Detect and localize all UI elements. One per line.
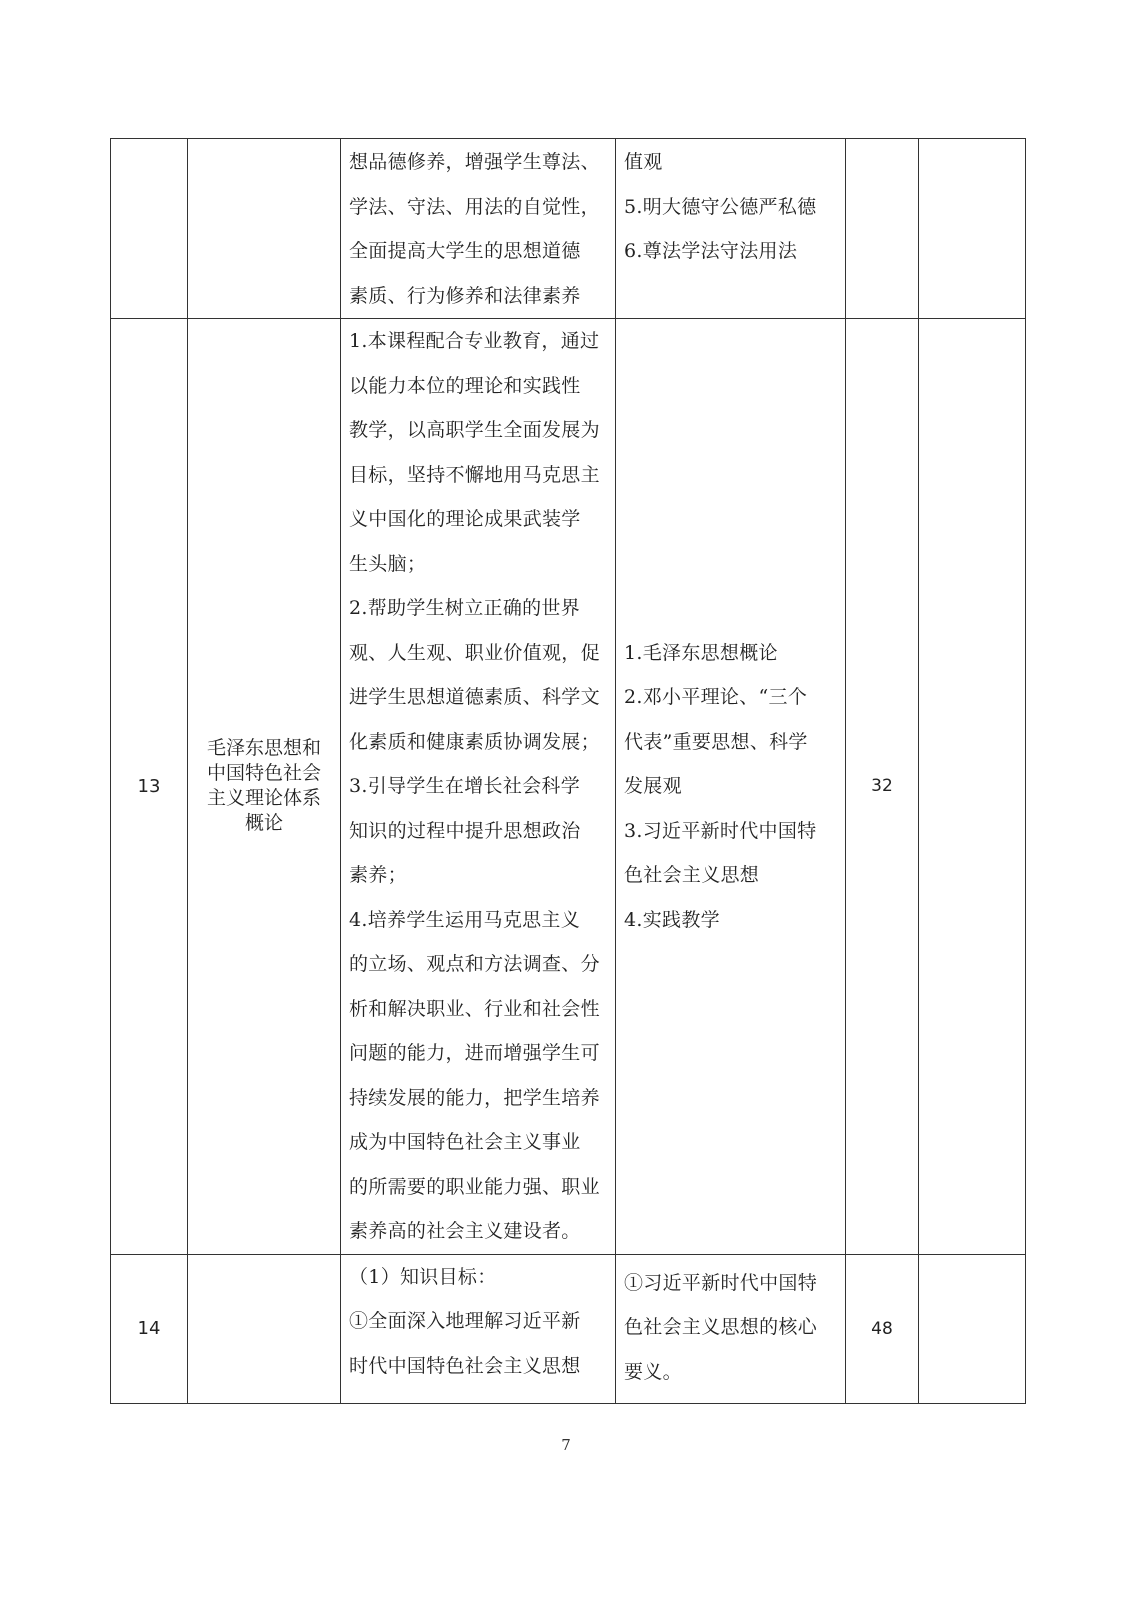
course-name-cell <box>188 319 341 1255</box>
course-remark-cell <box>919 319 1026 1255</box>
course-number-cell <box>111 139 188 319</box>
goals-line: 素养高的社会主义建设者。 <box>349 1220 581 1242</box>
goals-line: ①全面深入地理解习近平新 <box>349 1310 581 1332</box>
content-line: 发展观 <box>624 775 682 797</box>
goals-line: 学法、守法、用法的自觉性， <box>349 195 600 218</box>
goals-line: 3.引导学生在增长社会科学 <box>349 775 581 797</box>
content-line: 2.邓小平理论、“三个 <box>624 686 808 708</box>
content-line: 3.习近平新时代中国特 <box>624 819 817 842</box>
table-row <box>111 139 1026 319</box>
goals-line: （1）知识目标： <box>349 1265 497 1288</box>
course-name-cell <box>188 139 341 319</box>
course-content-cell <box>616 319 846 1255</box>
course-goals-cell <box>341 319 616 1255</box>
page-number: 7 <box>561 1436 571 1454</box>
content-line: 4.实践教学 <box>624 908 720 931</box>
course-content-cell <box>616 139 846 319</box>
content-line: 值观 <box>624 151 663 173</box>
goals-line: 素质、行为修养和法律素养 <box>349 284 581 307</box>
table-row <box>111 319 1026 1255</box>
goals-line: 成为中国特色社会主义事业 <box>349 1131 581 1153</box>
course-name-line: 概论 <box>244 812 283 835</box>
goals-line: 2.帮助学生树立正确的世界 <box>349 597 581 619</box>
goals-line: 生头脑； <box>349 552 427 575</box>
content-line: ①习近平新时代中国特 <box>624 1271 818 1294</box>
course-goals-cell <box>341 1254 616 1403</box>
goals-line: 进学生思想道德素质、科学文 <box>349 686 600 708</box>
goals-line: 观、人生观、职业价值观，促 <box>349 641 600 664</box>
table-row <box>111 1254 1026 1403</box>
course-name-cell <box>188 1254 341 1403</box>
course-number-cell: 14 <box>111 1254 188 1403</box>
goals-line: 的所需要的职业能力强、职业 <box>349 1175 600 1198</box>
goals-line: 义中国化的理论成果武装学 <box>349 508 581 530</box>
course-name-line: 毛泽东思想和 <box>206 737 321 760</box>
course-name-line: 主义理论体系 <box>206 787 321 810</box>
course-remark-cell <box>919 1254 1026 1403</box>
goals-line: 想品德修养，增强学生尊法、 <box>349 151 600 173</box>
goals-line: 素养； <box>349 864 407 886</box>
goals-line: 1.本课程配合专业教育，通过 <box>349 330 600 352</box>
course-content-cell <box>616 1254 846 1403</box>
course-remark-cell <box>919 139 1026 319</box>
goals-line: 4.培养学生运用马克思主义 <box>349 908 581 931</box>
goals-line: 问题的能力，进而增强学生可 <box>349 1042 600 1064</box>
course-number-cell: 13 <box>111 319 188 1255</box>
content-line: 1.毛泽东思想概论 <box>624 641 778 664</box>
goals-line: 时代中国特色社会主义思想 <box>349 1354 581 1377</box>
goals-line: 析和解决职业、行业和社会性 <box>349 997 600 1020</box>
course-name-line: 中国特色社会 <box>206 762 321 785</box>
goals-line: 知识的过程中提升思想政治 <box>349 819 581 842</box>
content-line: 6.尊法学法守法用法 <box>624 240 798 262</box>
course-hours-cell: 48 <box>846 1254 919 1403</box>
goals-line: 以能力本位的理论和实践性 <box>349 374 581 397</box>
content-line: 色社会主义思想 <box>624 864 760 886</box>
goals-line: 化素质和健康素质协调发展； <box>349 730 600 753</box>
goals-line: 的立场、观点和方法调查、分 <box>349 953 600 975</box>
content-line: 色社会主义思想的核心 <box>624 1316 818 1338</box>
goals-line: 全面提高大学生的思想道德 <box>349 240 581 262</box>
course-hours-cell: 32 <box>846 319 919 1255</box>
course-hours-cell <box>846 139 919 319</box>
content-line: 代表”重要思想、科学 <box>624 730 808 753</box>
course-table <box>110 138 1026 1404</box>
content-line: 要义。 <box>624 1360 682 1383</box>
goals-line: 持续发展的能力，把学生培养 <box>349 1086 600 1109</box>
content-line: 5.明大德守公德严私德 <box>624 195 817 218</box>
goals-line: 目标，坚持不懈地用马克思主 <box>349 463 600 486</box>
course-goals-cell <box>341 139 616 319</box>
goals-line: 教学，以高职学生全面发展为 <box>349 419 600 441</box>
